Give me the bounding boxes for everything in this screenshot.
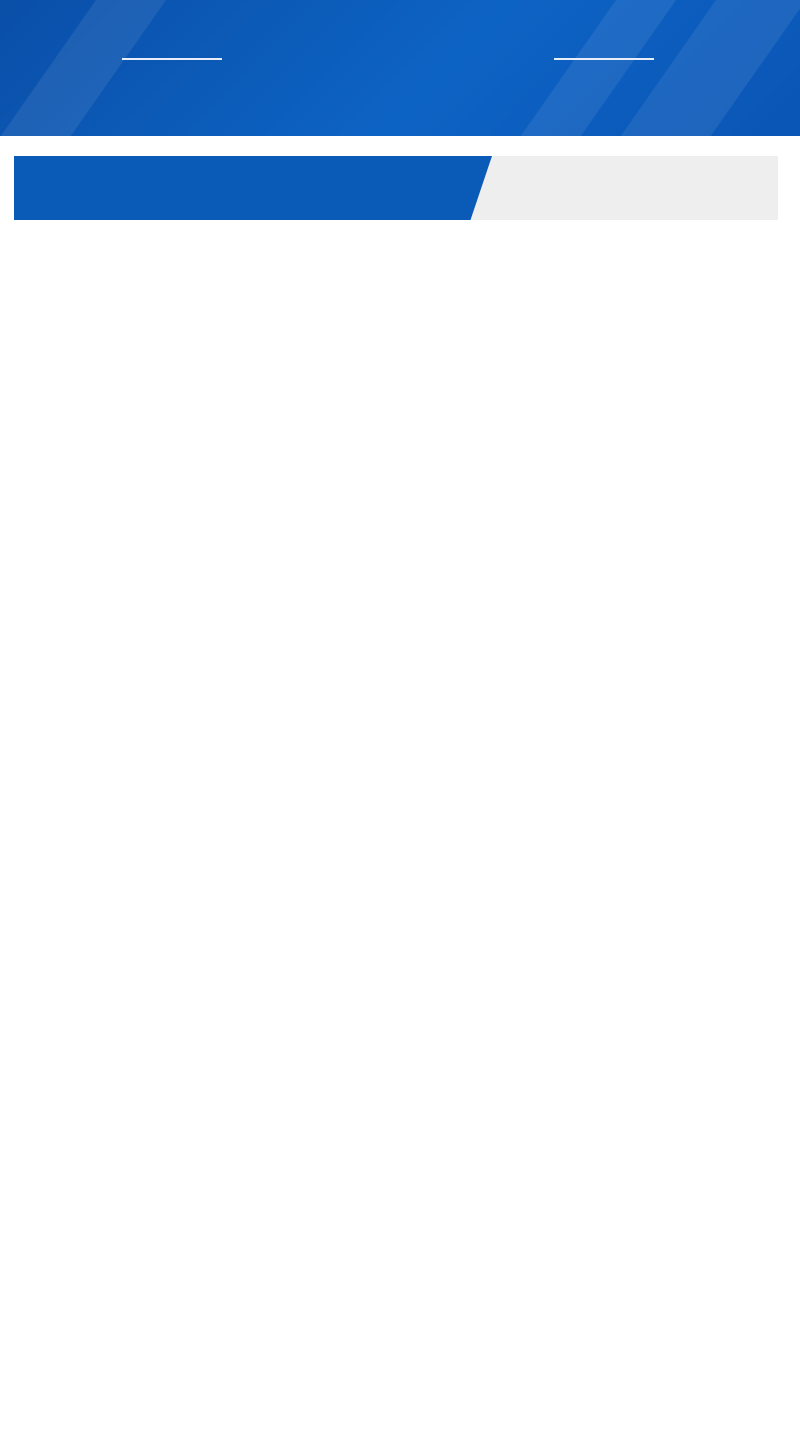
header-model-label [482, 156, 778, 220]
banner-decoration [0, 0, 180, 136]
table-header [14, 156, 778, 220]
title-right-line [554, 58, 654, 60]
title-left-line [122, 58, 222, 60]
title-banner [0, 0, 800, 136]
header-param-label [14, 156, 414, 220]
